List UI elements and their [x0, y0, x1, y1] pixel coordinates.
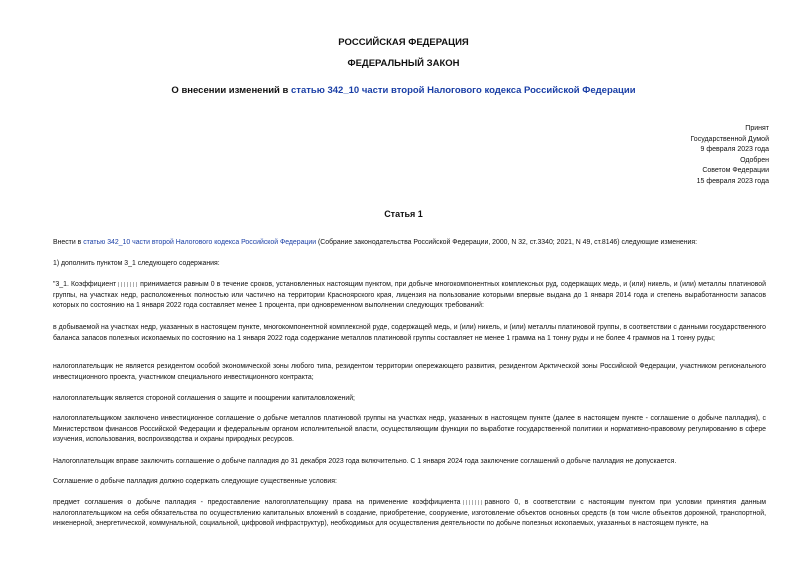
paragraph-2 — [53, 280, 766, 312]
paragraph-9-rest: равного 0, в соответствии с настоящим пунктом при условии принятия данным налогоплательщиком на себя обязательства по осуществлению капитальных вложений в создание, приобретение, сооружение, изготовление объектов основных средств (в том числе объектов дорожной, транспортной, инженерной, энергетической, коммунальной, социальной, цифровой инфраструктур), необходимых для осуществления деятельности по добыче полезных ископаемых, указанных в настоящем пункте, на — [53, 499, 766, 528]
intro-paragraph — [53, 238, 766, 249]
law-title — [0, 85, 807, 96]
paragraph-1: 1) дополнить пунктом 3_1 следующего содержания: — [53, 260, 220, 267]
paragraph-5: налогоплательщик является стороной соглашения о защите и поощрении капиталовложений; — [53, 395, 355, 402]
article-title: Статья 1 — [384, 209, 423, 219]
adoption-line: Принят — [745, 125, 769, 132]
country-heading: РОССИЙСКАЯ ФЕДЕРАЦИЯ — [338, 37, 469, 48]
adoption-line: Советом Федерации — [702, 167, 769, 175]
adoption-line: 9 февраля 2023 года — [700, 146, 769, 154]
adoption-line: Государственной Думой — [690, 135, 769, 143]
paragraph-8: Соглашение о добыче палладия должно содержать следующие существенные условия: — [53, 478, 337, 485]
paragraph-4: налогоплательщик не является резидентом особой экономической зоны любого типа, резидентом территории опережающего развития, резидентом Арктической зоны Российской Федерации, участником регионального инвестиционного проекта, участником специального инвестиционного контракта; — [53, 363, 766, 381]
law-type-heading: ФЕДЕРАЛЬНЫЙ ЗАКОН — [347, 58, 460, 69]
paragraph-2-rest: принимается равным 0 в течение сроков, установленных настоящим пунктом, при добыче многокомпонентных комплексных руд, содержащих медь, и (или) никель, и (или) металлы платиновой группы, на участках недр, расположенных полностью или частично на территории Красноярского края, лицензия на пользование которыми впервые выдана до 1 января 2014 года и степень выработанности запасов которых по состоянию на 1 января 2022 года составляет менее 1 процента, при одновременном выполнении следующих требований: — [53, 281, 766, 310]
adoption-line: 15 февраля 2023 года — [696, 177, 769, 185]
adoption-info — [690, 124, 769, 188]
paragraph-9-start: предмет соглашения о добыче палладия - предоставление налогоплательщику права на применение коэффициента — [53, 499, 461, 506]
formula-image-icon — [463, 500, 483, 505]
adoption-line: Одобрен — [740, 156, 769, 164]
law-title-link[interactable]: статью 342_10 части второй Налогового кодекса Российской Федерации — [291, 85, 636, 96]
intro-prefix: Внести в — [53, 239, 84, 246]
intro-link[interactable]: статью 342_10 части второй Налогового кодекса Российской Федерации — [83, 239, 317, 246]
law-title-prefix: О внесении изменений в — [171, 85, 292, 96]
paragraph-6: налогоплательщиком заключено инвестиционное соглашение о добыче металлов платиновой группы на участках недр, указанных в настоящем пункте (далее в настоящем пункте - соглашение о добыче палладия), с Министерством финансов Российской Федерации и федеральным органом исполнительной власти, осуществляющим функции по выработке государственной политики и нормативно-правовому регулированию в сфере изучения, использования, воспроизводства и охраны природных ресурсов. — [53, 415, 766, 444]
paragraph-2-start: "3_1. Коэффициент — [53, 281, 117, 288]
paragraph-9 — [53, 498, 766, 530]
formula-image-icon — [118, 282, 138, 287]
paragraph-7: Налогоплательщик вправе заключить соглашение о добыче палладия до 31 декабря 2023 года включительно. С 1 января 2024 года заключение соглашений о добыче палладия не допускается. — [53, 458, 677, 465]
intro-suffix: (Собрание законодательства Российской Федерации, 2000, N 32, ст.3340; 2021, N 49, ст.8146) следующие изменения: — [316, 239, 698, 246]
paragraph-3: в добываемой на участках недр, указанных в настоящем пункте, многокомпонентной комплексной руде, содержащей медь, и (или) никель, и (или) металлы платиновой группы, в соответствии с данными государственного баланса запасов полезных ископаемых по состоянию на 1 января 2022 года содержание металлов платиновой группы составляет не менее 1 грамма на 1 тонну руды и не более 4 граммов на 1 тонну руды; — [53, 324, 766, 342]
